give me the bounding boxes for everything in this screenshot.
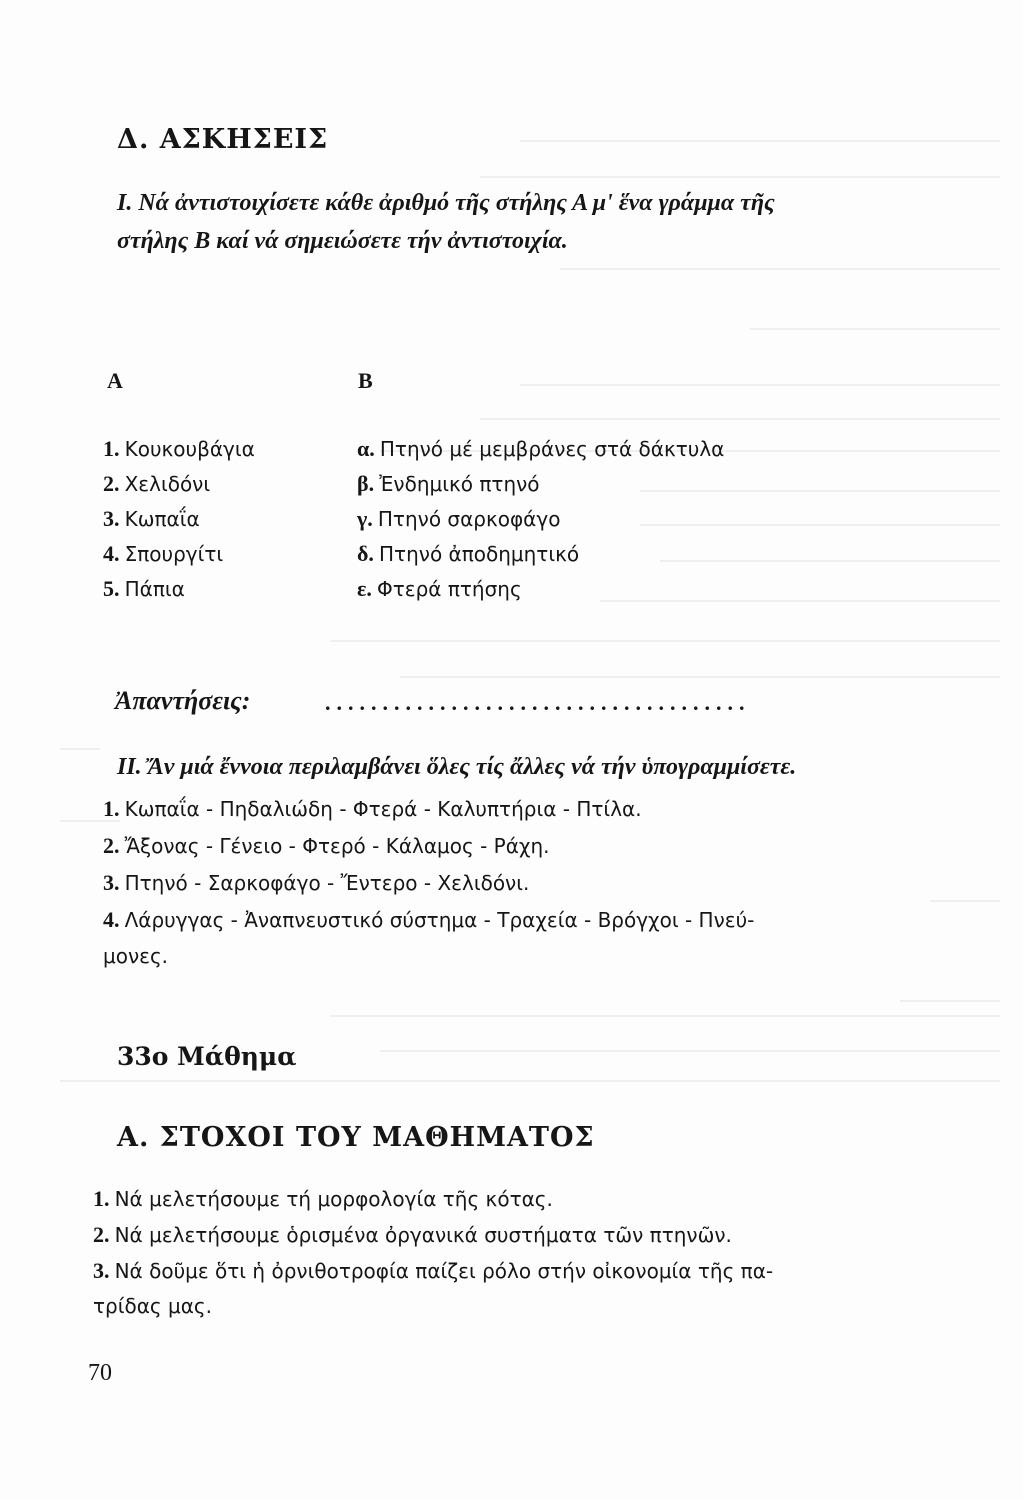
item-text: τρίδας μας.	[93, 1294, 213, 1318]
item-text: Χελιδόνι	[124, 472, 211, 496]
item-number: 3.	[103, 870, 120, 895]
item-number: 4.	[103, 541, 120, 566]
exercise-2-item	[103, 870, 754, 907]
item-number: 4.	[103, 907, 120, 932]
item-number: 1.	[93, 1186, 110, 1211]
item-text: Νά δοῦμε ὅτι ἡ ὀρνιθοτροφία παίζει ρόλο στήν οἰκονομία τῆς πα-	[114, 1259, 774, 1283]
item-text: Πτηνό ἀποδημητικό	[379, 542, 580, 566]
item-text: μονες.	[103, 944, 169, 968]
exercise-1-instruction-line2: στήλης Β καί νά σημειώσετε τήν ἀντιστοιχία.	[117, 228, 568, 254]
item-text: Πάπια	[124, 577, 185, 601]
column-a-header: Α	[107, 368, 123, 393]
column-b-item	[357, 436, 724, 471]
item-number: 2.	[103, 833, 120, 858]
column-a-list	[103, 436, 255, 611]
exercise-2-item	[103, 907, 754, 944]
column-b-item	[357, 471, 724, 506]
exercise-1-instruction	[117, 190, 775, 217]
item-number: 3.	[93, 1258, 110, 1283]
goal-item	[93, 1258, 773, 1294]
lesson-title: 33ο Μάθημα	[117, 1042, 297, 1071]
exercise-2-list	[103, 796, 754, 981]
exercise-2-instruction	[117, 754, 796, 781]
goal-item-continuation	[93, 1294, 773, 1330]
exercise-1-number: Ι.	[117, 190, 133, 216]
item-letter: ε.	[357, 576, 372, 601]
item-text: Κουκουβάγια	[124, 437, 255, 461]
column-b-item	[357, 576, 724, 611]
page-number: 70	[88, 1360, 112, 1386]
item-text: Πτηνό σαρκοφάγο	[377, 507, 561, 531]
column-a-item	[103, 541, 255, 576]
item-number: 5.	[103, 576, 120, 601]
item-text: Κωπαΐα - Πηδαλιώδη - Φτερά - Καλυπτήρια - Πτίλα.	[124, 797, 642, 821]
goals-list	[93, 1186, 773, 1330]
column-a-item	[103, 506, 255, 541]
exercise-2-item-continuation	[103, 944, 754, 981]
exercise-2-item	[103, 833, 754, 870]
column-b-list	[357, 436, 724, 611]
exercise-2-item	[103, 796, 754, 833]
column-a-item	[103, 436, 255, 471]
column-b-item	[357, 506, 724, 541]
item-number: 1.	[103, 436, 120, 461]
section-title-exercises: Δ. ΑΣΚΗΣΕΙΣ	[117, 124, 329, 155]
goal-item	[93, 1222, 773, 1258]
item-text: Νά μελετήσουμε τή μορφολογία τῆς κότας.	[114, 1187, 553, 1211]
column-b-header: Β	[358, 368, 373, 393]
section-title-goals: Α. ΣΤΟΧΟΙ ΤΟΥ ΜΑΘΗΜΑΤΟΣ	[117, 1122, 595, 1153]
item-letter: γ.	[357, 506, 373, 531]
item-text: Πτηνό μέ μεμβράνες στά δάκτυλα	[379, 437, 725, 461]
exercise-1-instruction-line1: Νά ἀντιστοιχίσετε κάθε ἀριθμό τῆς στήλης Α μ' ἕνα γράμμα τῆς	[138, 190, 775, 216]
item-text: Πτηνό - Σαρκοφάγο - Ἔντερο - Χελιδόνι.	[124, 871, 530, 895]
item-text: Φτερά πτήσης	[377, 577, 522, 601]
answers-label: Ἀπαντήσεις:	[115, 686, 251, 715]
item-text: Ἄξονας - Γένειο - Φτερό - Κάλαμος - Ράχη.	[124, 834, 550, 858]
item-number: 2.	[103, 471, 120, 496]
item-text: Σπουργίτι	[124, 542, 224, 566]
column-a-item	[103, 576, 255, 611]
goal-item	[93, 1186, 773, 1222]
item-text: Νά μελετήσουμε ὁρισμένα ὀργανικά συστήματα τῶν πτηνῶν.	[114, 1223, 732, 1247]
item-text: Λάρυγγας - Ἀναπνευστικό σύστημα - Τραχεία - Βρόγχοι - Πνεύ-	[124, 908, 755, 932]
item-text: Ἐνδημικό πτηνό	[379, 472, 540, 496]
item-number: 3.	[103, 506, 120, 531]
item-number: 1.	[103, 796, 120, 821]
item-letter: α.	[357, 436, 375, 461]
exercise-2-instruction-text: Ἄν μιά ἔννοια περιλαμβάνει ὅλες τίς ἄλλες νά τήν ὑπογραμμίσετε.	[147, 754, 797, 780]
item-letter: β.	[357, 471, 375, 496]
column-b-item	[357, 541, 724, 576]
answers-dots: .....................................	[325, 690, 751, 715]
column-a-item	[103, 471, 255, 506]
item-letter: δ.	[357, 541, 374, 566]
item-number: 2.	[93, 1222, 110, 1247]
item-text: Κωπαΐα	[124, 507, 200, 531]
exercise-2-number: ΙΙ.	[117, 754, 142, 780]
